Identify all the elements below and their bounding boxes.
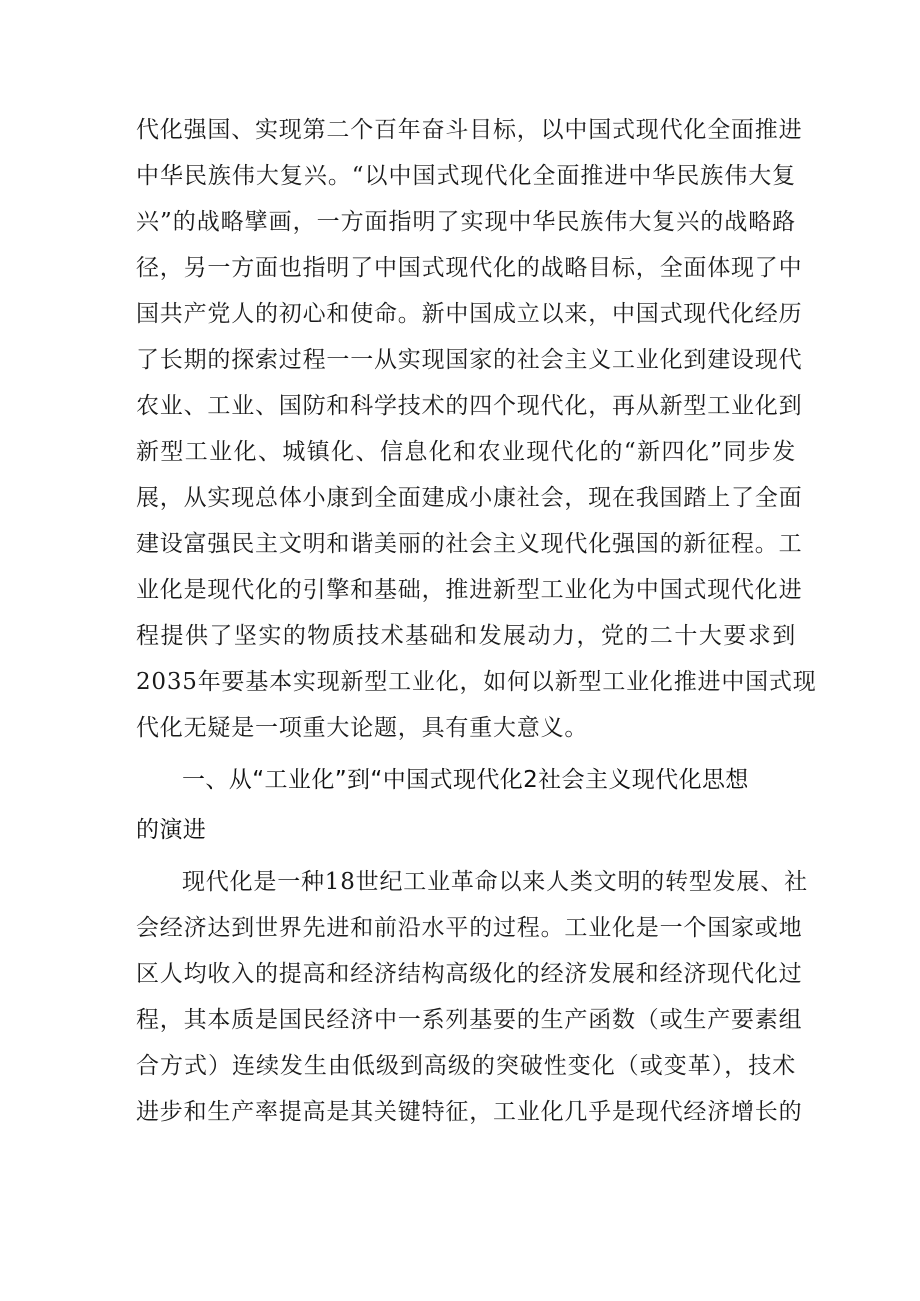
section-heading-line-1: 一、从“工业化”到“中国式现代化2社会主义现代化思想: [182, 767, 749, 793]
paragraph-1-line-14: 代化无疑是一项重大论题，具有重大意义。: [136, 715, 589, 741]
paragraph-1-line-6: 了长期的探索过程一一从实现国家的社会主义工业化到建设现代: [136, 347, 803, 373]
paragraph-2-line-4: 程，其本质是国民经济中一系列基要的生产函数（或生产要素组: [136, 1007, 803, 1033]
section-heading-line-2: 的演进: [136, 817, 207, 843]
paragraph-1-line-12: 程提供了坚实的物质技术基础和发展动力，党的二十大要求到: [136, 623, 796, 649]
paragraph-1-line-11: 业化是现代化的引擎和基础，推进新型工业化为中国式现代化进: [136, 577, 803, 603]
paragraph-1-line-3: 兴”的战略擘画，一方面指明了实现中华民族伟大复兴的战略路: [136, 209, 796, 235]
paragraph-1-line-2: 中华民族伟大复兴。“以中国式现代化全面推进中华民族伟大复: [136, 163, 796, 189]
paragraph-2-line-6: 进步和生产率提高是其关键特征，工业化几乎是现代经济增长的: [136, 1099, 803, 1125]
paragraph-1-line-4: 径，另一方面也指明了中国式现代化的战略目标，全面体现了中: [136, 255, 803, 281]
paragraph-2-line-2: 会经济达到世界先进和前沿水平的过程。工业化是一个国家或地: [136, 915, 803, 941]
paragraph-1-line-13: 2035年要基本实现新型工业化，如何以新型工业化推进中国式现: [136, 669, 817, 695]
paragraph-2-line-5: 合方式）连续发生由低级到高级的突破性变化（或变革），技术: [136, 1053, 796, 1079]
paragraph-1-line-9: 展，从实现总体小康到全面建成小康社会，现在我国踏上了全面: [136, 485, 803, 511]
paragraph-2-line-3: 区人均收入的提高和经济结构高级化的经济发展和经济现代化过: [136, 961, 803, 987]
paragraph-1-line-8: 新型工业化、城镇化、信息化和农业现代化的“新四化”同步发: [136, 439, 796, 465]
paragraph-1-line-7: 农业、工业、国防和科学技术的四个现代化，再从新型工业化到: [136, 393, 803, 419]
paragraph-2-line-1: 现代化是一种18世纪工业革命以来人类文明的转型发展、社: [182, 869, 808, 895]
paragraph-1-line-5: 国共产党人的初心和使命。新中国成立以来，中国式现代化经历: [136, 301, 803, 327]
paragraph-1-line-10: 建设富强民主文明和谐美丽的社会主义现代化强国的新征程。工: [136, 531, 803, 557]
paragraph-1-line-1: 代化强国、实现第二个百年奋斗目标，以中国式现代化全面推进: [136, 117, 803, 143]
